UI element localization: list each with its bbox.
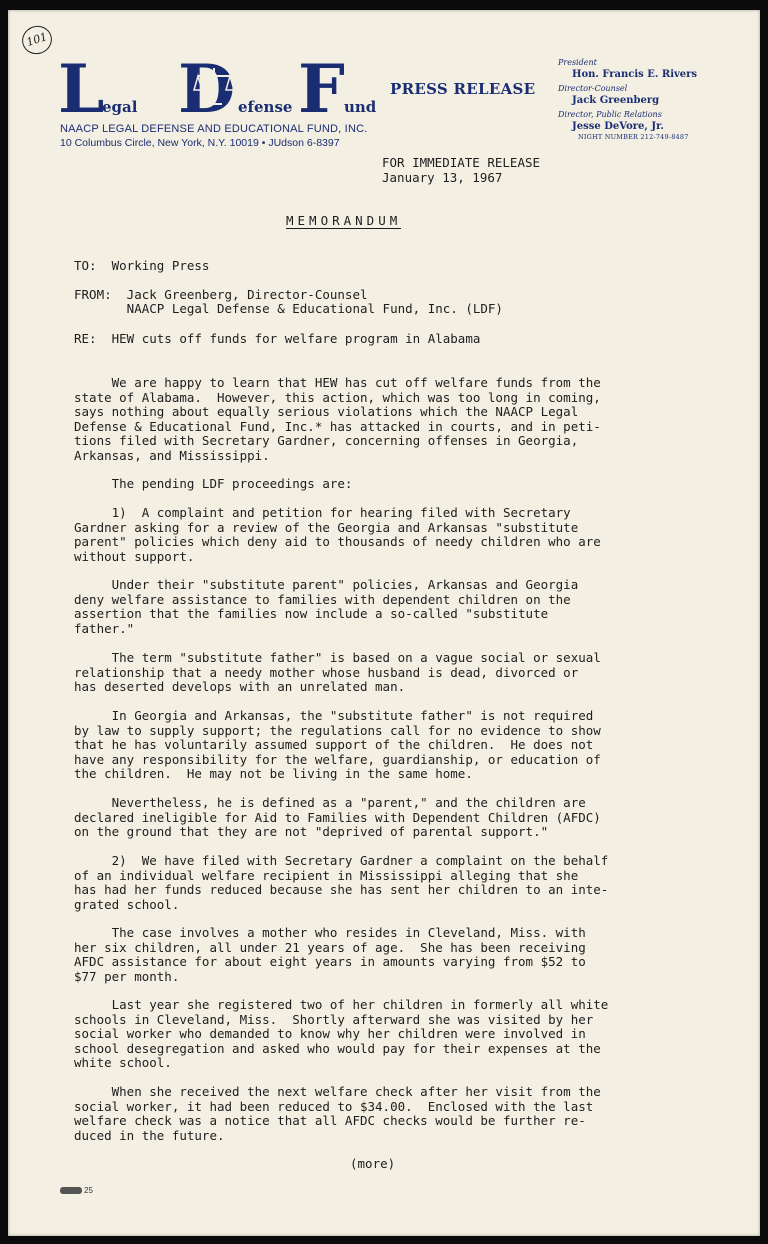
- scales-of-justice-icon: [192, 64, 236, 112]
- organization-address: 10 Columbus Circle, New York, N.Y. 10019 • JUdson 6-8397: [60, 137, 340, 149]
- union-stamp: [60, 1186, 93, 1195]
- body-paragraph: When she received the next welfare check after her visit from the social worker, it had been reduced to $34.00. Enclosed with the last welfare check was a notice that all AFDC checks would be further re- duced in the future.: [74, 1084, 601, 1143]
- body-paragraph: 1) A complaint and petition for hearing filed with Secretary Gardner asking for a review of the Georgia and Arkansas "substitute parent" policies which deny aid to thousands of needy children who are without support.: [74, 505, 601, 564]
- folio-number: 101: [18, 22, 55, 58]
- body-paragraph: In Georgia and Arkansas, the "substitute father" is not required by law to supply support; the regulations call for no evidence to show that he has voluntarily assumed support of the children. He does not have any responsibility for the welfare, guardianship, or education of the children. He may not be living in the same home.: [74, 708, 601, 782]
- logo-letter-d: D: [178, 50, 236, 128]
- more-indicator: (more): [350, 1156, 396, 1171]
- logo-letter-l: L: [58, 50, 105, 128]
- officer-name: Hon. Francis E. Rivers: [572, 69, 698, 80]
- officer-role: President: [558, 58, 597, 67]
- union-bug-icon: [60, 1187, 82, 1194]
- logo-word-fund: und: [344, 98, 377, 116]
- logo-letter-f: F: [298, 50, 345, 128]
- document-page: [8, 10, 760, 1236]
- press-release-heading: PRESS RELEASE: [390, 80, 536, 98]
- organization-name: NAACP LEGAL DEFENSE AND EDUCATIONAL FUND, INC.: [60, 123, 368, 135]
- body-paragraph: The term "substitute father" is based on a vague social or sexual relationship that a needy mother whose husband is dead, divorced or has deserted develops with an unrelated man.: [74, 650, 601, 695]
- logo-word-legal: egal: [102, 98, 138, 116]
- to-line: TO: Working Press: [74, 258, 210, 273]
- officer-name: Jesse DeVore, Jr.: [572, 121, 664, 132]
- body-paragraph: 2) We have filed with Secretary Gardner a complaint on the behalf of an individual welfare recipient in Mississippi alleging that she has had her funds reduced because she has sent her children to an inte- grated school.: [74, 853, 609, 912]
- release-date: January 13, 1967: [382, 170, 503, 185]
- night-number: NIGHT NUMBER 212-749-8487: [578, 133, 689, 141]
- officer-name: Jack Greenberg: [572, 95, 660, 106]
- officer-role: Director, Public Relations: [558, 110, 662, 119]
- body-paragraph: The case involves a mother who resides in Cleveland, Miss. with her six children, all under 21 years of age. She has been receiving AFDC assistance for about eight years in amounts varying from $52 to $77 per month.: [74, 925, 586, 984]
- officers-list: [558, 58, 753, 142]
- body-paragraph: Last year she registered two of her children in formerly all white schools in Cleveland, Miss. Shortly afterward she was visited by her social worker who demanded to know why her children were involved in school desegregation and asked who would pay for their expenses at the white school.: [74, 997, 609, 1071]
- release-line: FOR IMMEDIATE RELEASE: [382, 155, 541, 170]
- logo-word-defense: efense: [238, 98, 293, 116]
- body-paragraph: We are happy to learn that HEW has cut off welfare funds from the state of Alabama. However, this action, which was too long in coming, says nothing about equally serious violations which the NAACP Legal Defense & Educational Fund, Inc.* has attacked in courts, and in peti- tions filed with Secretary Gardner, concerning offenses in Georgia, Arkansas, and Mississippi.: [74, 375, 601, 463]
- body-paragraph: Nevertheless, he is defined as a "parent," and the children are declared ineligible for Aid to Families with Dependent Children (AFDC) on the ground that they are not "deprived of parental support.": [74, 795, 601, 840]
- ldf-logo: [52, 50, 382, 128]
- body-paragraph: The pending LDF proceedings are:: [74, 476, 353, 491]
- officer-role: Director-Counsel: [558, 84, 628, 93]
- re-line: RE: HEW cuts off funds for welfare program in Alabama: [74, 331, 481, 346]
- body-paragraph: Under their "substitute parent" policies, Arkansas and Georgia deny welfare assistance to families with dependent children on the assertion that the families now include a so-called "substitute father.": [74, 577, 579, 636]
- from-line-org: NAACP Legal Defense & Educational Fund, Inc. (LDF): [74, 301, 503, 316]
- stamp-number: 25: [84, 1186, 93, 1195]
- from-line: FROM: Jack Greenberg, Director-Counsel: [74, 287, 368, 302]
- memo-title: MEMORANDUM: [286, 213, 402, 228]
